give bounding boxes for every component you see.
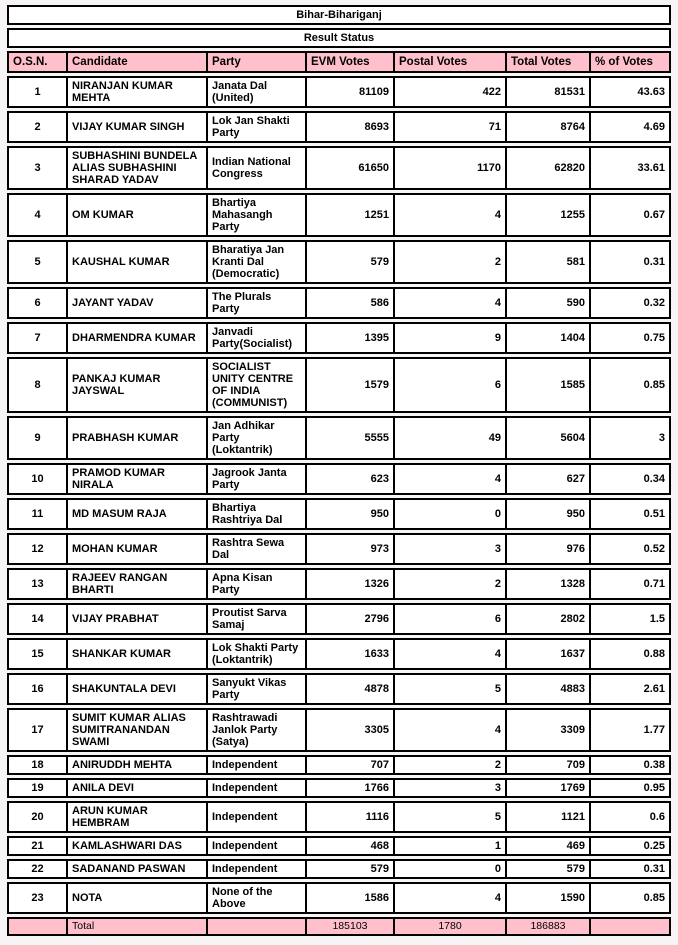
total-postal-votes: 1780 [394,917,506,936]
evm-votes-cell: 1251 [306,193,394,237]
total-votes-cell: 976 [506,533,590,565]
total-votes-cell: 627 [506,463,590,495]
pct-of-votes-cell: 0.88 [590,638,671,670]
postal-votes-cell: 422 [394,76,506,108]
table-row [7,801,671,833]
total-osn-cell [7,917,67,936]
total-votes-cell: 1404 [506,322,590,354]
party-cell: The Plurals Party [207,287,306,319]
table-row [7,463,671,495]
table-row [7,778,671,798]
postal-votes-cell: 49 [394,416,506,460]
party-cell: Lok Jan Shakti Party [207,111,306,143]
col-header-total-votes: Total Votes [506,51,590,73]
table-row [7,287,671,319]
status-row [7,28,671,48]
column-header-row [7,51,671,73]
pct-of-votes-cell: 0.85 [590,357,671,413]
evm-votes-cell: 81109 [306,76,394,108]
table-row [7,498,671,530]
total-votes-cell: 590 [506,287,590,319]
pct-of-votes-cell: 0.85 [590,882,671,914]
osn-cell: 22 [7,859,67,879]
total-label: Total [67,917,207,936]
pct-of-votes-cell: 3 [590,416,671,460]
postal-votes-cell: 6 [394,357,506,413]
party-cell: Independent [207,859,306,879]
osn-cell: 6 [7,287,67,319]
postal-votes-cell: 5 [394,801,506,833]
postal-votes-cell: 0 [394,859,506,879]
table-row [7,357,671,413]
pct-of-votes-cell: 0.75 [590,322,671,354]
evm-votes-cell: 61650 [306,146,394,190]
postal-votes-cell: 1170 [394,146,506,190]
party-cell: Rashtra Sewa Dal [207,533,306,565]
evm-votes-cell: 2796 [306,603,394,635]
result-status-label: Result Status [7,28,671,48]
title-row [7,5,671,25]
table-row [7,836,671,856]
table-row [7,638,671,670]
evm-votes-cell: 1766 [306,778,394,798]
party-cell: Indian National Congress [207,146,306,190]
candidate-cell: NIRANJAN KUMAR MEHTA [67,76,207,108]
party-cell: Janvadi Party(Socialist) [207,322,306,354]
pct-of-votes-cell: 0.25 [590,836,671,856]
postal-votes-cell: 3 [394,778,506,798]
candidate-cell: JAYANT YADAV [67,287,207,319]
party-cell: Rashtrawadi Janlok Party (Satya) [207,708,306,752]
postal-votes-cell: 2 [394,755,506,775]
pct-of-votes-cell: 0.6 [590,801,671,833]
osn-cell: 19 [7,778,67,798]
pct-of-votes-cell: 0.95 [590,778,671,798]
total-votes-cell: 1121 [506,801,590,833]
postal-votes-cell: 71 [394,111,506,143]
party-cell: Lok Shakti Party (Loktantrik) [207,638,306,670]
candidate-cell: RAJEEV RANGAN BHARTI [67,568,207,600]
party-cell: Proutist Sarva Samaj [207,603,306,635]
pct-of-votes-cell: 0.32 [590,287,671,319]
total-votes-cell: 579 [506,859,590,879]
postal-votes-cell: 0 [394,498,506,530]
pct-of-votes-cell: 0.34 [590,463,671,495]
total-row [7,917,671,936]
table-row [7,322,671,354]
table-row [7,882,671,914]
party-cell: Independent [207,755,306,775]
total-votes-cell: 1585 [506,357,590,413]
party-cell: Bharatiya Jan Kranti Dal (Democratic) [207,240,306,284]
osn-cell: 11 [7,498,67,530]
pct-of-votes-cell: 1.77 [590,708,671,752]
total-votes-cell: 62820 [506,146,590,190]
total-votes-cell: 5604 [506,416,590,460]
col-header-candidate: Candidate [67,51,207,73]
total-votes-cell: 1590 [506,882,590,914]
candidate-cell: SHANKAR KUMAR [67,638,207,670]
col-header-party: Party [207,51,306,73]
col-header-evm-votes: EVM Votes [306,51,394,73]
party-cell: Apna Kisan Party [207,568,306,600]
total-total-votes: 186883 [506,917,590,936]
pct-of-votes-cell: 0.31 [590,859,671,879]
osn-cell: 17 [7,708,67,752]
total-votes-cell: 469 [506,836,590,856]
table-row [7,193,671,237]
evm-votes-cell: 950 [306,498,394,530]
table-row [7,859,671,879]
candidate-cell: PRAMOD KUMAR NIRALA [67,463,207,495]
osn-cell: 9 [7,416,67,460]
total-votes-cell: 950 [506,498,590,530]
candidate-cell: DHARMENDRA KUMAR [67,322,207,354]
party-cell: Independent [207,836,306,856]
table-row [7,708,671,752]
col-header-osn: O.S.N. [7,51,67,73]
evm-votes-cell: 1116 [306,801,394,833]
candidate-cell: SADANAND PASWAN [67,859,207,879]
party-cell: None of the Above [207,882,306,914]
postal-votes-cell: 3 [394,533,506,565]
postal-votes-cell: 4 [394,287,506,319]
party-cell: Jagrook Janta Party [207,463,306,495]
candidate-cell: VIJAY PRABHAT [67,603,207,635]
party-cell: Bhartiya Rashtriya Dal [207,498,306,530]
osn-cell: 13 [7,568,67,600]
postal-votes-cell: 4 [394,638,506,670]
party-cell: Independent [207,778,306,798]
col-header-postal-votes: Postal Votes [394,51,506,73]
evm-votes-cell: 4878 [306,673,394,705]
evm-votes-cell: 8693 [306,111,394,143]
osn-cell: 3 [7,146,67,190]
table-row [7,416,671,460]
candidate-cell: ANILA DEVI [67,778,207,798]
postal-votes-cell: 2 [394,568,506,600]
pct-of-votes-cell: 0.31 [590,240,671,284]
postal-votes-cell: 5 [394,673,506,705]
total-pct-cell [590,917,671,936]
pct-of-votes-cell: 0.51 [590,498,671,530]
evm-votes-cell: 5555 [306,416,394,460]
osn-cell: 7 [7,322,67,354]
pct-of-votes-cell: 4.69 [590,111,671,143]
osn-cell: 23 [7,882,67,914]
total-votes-cell: 8764 [506,111,590,143]
table-row [7,240,671,284]
candidate-cell: OM KUMAR [67,193,207,237]
candidate-cell: SUBHASHINI BUNDELA ALIAS SUBHASHINI SHARAD YADAV [67,146,207,190]
candidate-cell: ANIRUDDH MEHTA [67,755,207,775]
osn-cell: 2 [7,111,67,143]
total-votes-cell: 1769 [506,778,590,798]
postal-votes-cell: 4 [394,708,506,752]
osn-cell: 5 [7,240,67,284]
candidate-cell: NOTA [67,882,207,914]
osn-cell: 4 [7,193,67,237]
evm-votes-cell: 1395 [306,322,394,354]
evm-votes-cell: 1326 [306,568,394,600]
evm-votes-cell: 579 [306,859,394,879]
osn-cell: 14 [7,603,67,635]
pct-of-votes-cell: 2.61 [590,673,671,705]
table-row [7,111,671,143]
pct-of-votes-cell: 1.5 [590,603,671,635]
postal-votes-cell: 6 [394,603,506,635]
evm-votes-cell: 468 [306,836,394,856]
page-title: Bihar-Bihariganj [7,5,671,25]
total-party-cell [207,917,306,936]
osn-cell: 15 [7,638,67,670]
evm-votes-cell: 1586 [306,882,394,914]
party-cell: Janata Dal (United) [207,76,306,108]
candidate-cell: ARUN KUMAR HEMBRAM [67,801,207,833]
results-body [7,76,671,914]
osn-cell: 16 [7,673,67,705]
total-evm-votes: 185103 [306,917,394,936]
party-cell: Jan Adhikar Party (Loktantrik) [207,416,306,460]
candidate-cell: MD MASUM RAJA [67,498,207,530]
postal-votes-cell: 9 [394,322,506,354]
postal-votes-cell: 2 [394,240,506,284]
party-cell: Independent [207,801,306,833]
candidate-cell: KAUSHAL KUMAR [67,240,207,284]
total-votes-cell: 581 [506,240,590,284]
osn-cell: 10 [7,463,67,495]
evm-votes-cell: 623 [306,463,394,495]
postal-votes-cell: 4 [394,882,506,914]
evm-votes-cell: 1633 [306,638,394,670]
candidate-cell: VIJAY KUMAR SINGH [67,111,207,143]
results-table [7,2,671,939]
evm-votes-cell: 3305 [306,708,394,752]
pct-of-votes-cell: 0.67 [590,193,671,237]
total-votes-cell: 709 [506,755,590,775]
osn-cell: 1 [7,76,67,108]
osn-cell: 8 [7,357,67,413]
osn-cell: 20 [7,801,67,833]
evm-votes-cell: 586 [306,287,394,319]
col-header-pct-of-votes: % of Votes [590,51,671,73]
table-row [7,673,671,705]
evm-votes-cell: 1579 [306,357,394,413]
table-row [7,146,671,190]
osn-cell: 21 [7,836,67,856]
candidate-cell: SHAKUNTALA DEVI [67,673,207,705]
table-row [7,533,671,565]
table-row [7,76,671,108]
pct-of-votes-cell: 0.71 [590,568,671,600]
candidate-cell: KAMLASHWARI DAS [67,836,207,856]
candidate-cell: PRABHASH KUMAR [67,416,207,460]
party-cell: Bhartiya Mahasangh Party [207,193,306,237]
postal-votes-cell: 4 [394,463,506,495]
total-votes-cell: 1255 [506,193,590,237]
candidate-cell: PANKAJ KUMAR JAYSWAL [67,357,207,413]
pct-of-votes-cell: 0.52 [590,533,671,565]
osn-cell: 12 [7,533,67,565]
pct-of-votes-cell: 0.38 [590,755,671,775]
total-votes-cell: 81531 [506,76,590,108]
table-row [7,603,671,635]
table-row [7,568,671,600]
candidate-cell: SUMIT KUMAR ALIAS SUMITRANANDAN SWAMI [67,708,207,752]
table-row [7,755,671,775]
total-votes-cell: 4883 [506,673,590,705]
postal-votes-cell: 4 [394,193,506,237]
total-votes-cell: 1328 [506,568,590,600]
evm-votes-cell: 973 [306,533,394,565]
evm-votes-cell: 707 [306,755,394,775]
pct-of-votes-cell: 33.61 [590,146,671,190]
total-votes-cell: 3309 [506,708,590,752]
osn-cell: 18 [7,755,67,775]
party-cell: SOCIALIST UNITY CENTRE OF INDIA (COMMUNIST) [207,357,306,413]
pct-of-votes-cell: 43.63 [590,76,671,108]
candidate-cell: MOHAN KUMAR [67,533,207,565]
total-votes-cell: 1637 [506,638,590,670]
postal-votes-cell: 1 [394,836,506,856]
party-cell: Sanyukt Vikas Party [207,673,306,705]
total-votes-cell: 2802 [506,603,590,635]
evm-votes-cell: 579 [306,240,394,284]
